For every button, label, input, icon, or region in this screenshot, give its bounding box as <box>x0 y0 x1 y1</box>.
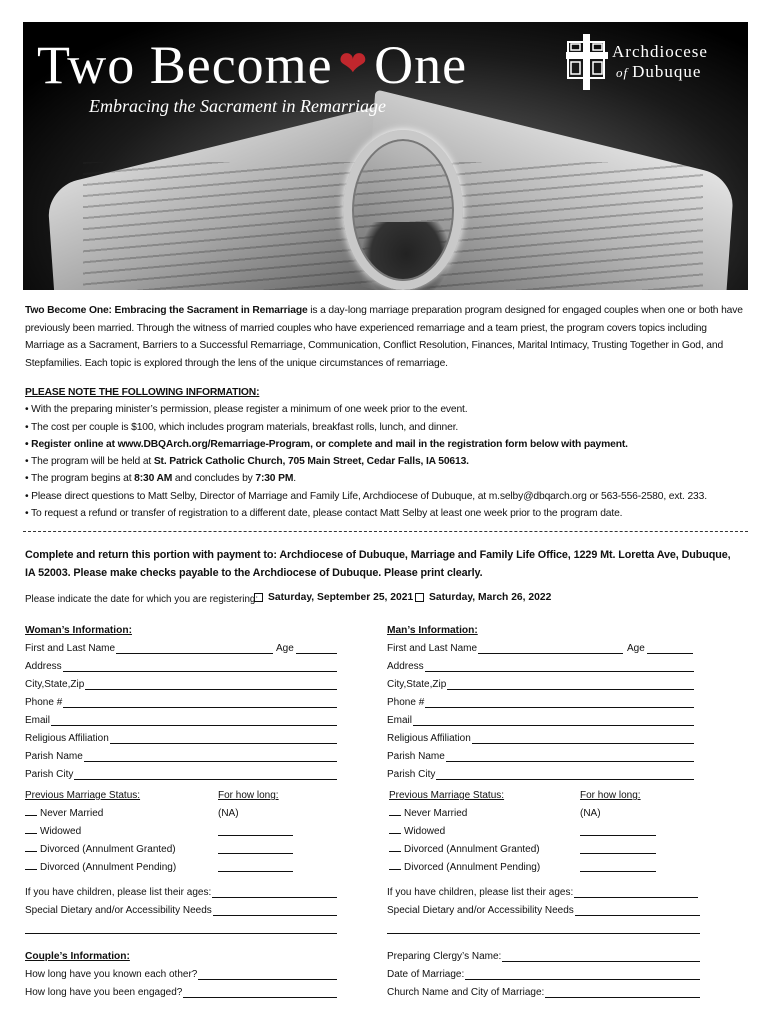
fill-line[interactable] <box>440 689 694 690</box>
woman-email-field[interactable] <box>25 712 337 730</box>
how-long-line[interactable] <box>580 853 656 854</box>
engaged-field[interactable] <box>25 984 337 1002</box>
fill-line[interactable] <box>467 653 623 654</box>
fill-line[interactable] <box>487 961 700 962</box>
field-label: First and Last Name <box>25 643 116 654</box>
status-option[interactable] <box>25 862 176 873</box>
note-text: . <box>293 473 296 485</box>
date-selection <box>25 592 745 610</box>
fill-line[interactable] <box>438 761 694 762</box>
fill-line[interactable] <box>463 743 694 744</box>
note-text: • The program begins at <box>25 473 135 485</box>
fill-line[interactable] <box>387 933 700 934</box>
church-field[interactable] <box>387 984 700 1002</box>
fill-line[interactable] <box>165 997 337 998</box>
couple-heading: Couple’s Information: <box>25 951 130 962</box>
option-label: Never Married <box>40 808 104 819</box>
fill-line[interactable] <box>58 707 337 708</box>
field-label: Address <box>387 661 424 672</box>
man-dietary-field[interactable] <box>387 902 700 920</box>
status-heading: Previous Marriage Status: <box>25 790 141 801</box>
fill-line[interactable] <box>177 979 337 980</box>
option-label: Divorced (Annulment Pending) <box>404 862 541 873</box>
fill-blank[interactable] <box>25 833 37 834</box>
note-item: • The cost per couple is $100, which includes program materials, breakfast rolls, lunch, and dinner. <box>25 421 459 433</box>
na-text: (NA) <box>580 808 601 819</box>
field-label: Phone # <box>25 697 63 708</box>
field-label: Parish Name <box>387 751 445 762</box>
intro-text: is a day-long marriage preparation program designed for engaged couples when one or both have previously been married. Through the witness of married couples who have experienced remarriage and a team priest, the program covers topics including Marriage as a Sacrament, Barriers to a Successful Remarriage, Communication, Conflict Resolution, Finances, Marital Intimacy, Trusting Together in God, and Stepfamilies. Each topic is explored through the lens of the unique circumstances of remarriage. <box>25 305 743 369</box>
woman-children-field[interactable] <box>25 884 337 902</box>
man-info <box>387 622 700 938</box>
status-option[interactable] <box>25 844 176 855</box>
fill-blank[interactable] <box>389 833 401 834</box>
note-item-location <box>25 453 747 470</box>
note-text: • The program will be held at <box>25 456 154 468</box>
note-text: and concludes by <box>172 473 256 485</box>
fill-line[interactable] <box>78 689 337 690</box>
man-city-field[interactable] <box>387 676 700 694</box>
fill-blank[interactable] <box>389 851 401 852</box>
date-option-label: Saturday, September 25, 2021 <box>268 592 414 603</box>
fill-blank[interactable] <box>25 869 37 870</box>
status-option[interactable] <box>389 862 540 873</box>
man-parish-city-field[interactable] <box>387 766 700 784</box>
status-option[interactable] <box>389 808 467 819</box>
status-option[interactable] <box>25 808 103 819</box>
heart-icon: ❤ <box>338 46 369 83</box>
woman-dietary-field[interactable] <box>25 902 337 920</box>
woman-city-field[interactable] <box>25 676 337 694</box>
field-label: How long have you been engaged? <box>25 987 183 998</box>
woman-parish-city-field[interactable] <box>25 766 337 784</box>
field-label: Religious Affiliation <box>387 733 471 744</box>
field-label: Address <box>25 661 62 672</box>
field-label: Parish Name <box>25 751 83 762</box>
fill-line[interactable] <box>455 979 700 980</box>
notes-section <box>25 384 747 522</box>
title-part-2: One <box>374 35 468 95</box>
field-label: How long have you known each other? <box>25 969 198 980</box>
fill-line[interactable] <box>69 779 337 780</box>
option-label: Never Married <box>404 808 468 819</box>
status-heading: Previous Marriage Status: <box>389 790 505 801</box>
field-label: Phone # <box>387 697 425 708</box>
how-long-line[interactable] <box>580 835 656 836</box>
note-item: • With the preparing minister’s permission, please register a minimum of one week prior to the event. <box>25 404 468 416</box>
man-children-field[interactable] <box>387 884 700 902</box>
how-long-heading: For how long: <box>218 790 279 801</box>
option-label: Widowed <box>404 826 446 837</box>
fill-line[interactable] <box>647 653 693 654</box>
how-long-line[interactable] <box>218 871 293 872</box>
fill-blank[interactable] <box>25 815 37 816</box>
man-phone-field[interactable] <box>387 694 700 712</box>
clergy-field[interactable] <box>387 948 700 966</box>
woman-religious-field[interactable] <box>25 730 337 748</box>
banner-subtitle: Embracing the Sacrament in Remarriage <box>89 96 386 116</box>
fill-line[interactable] <box>421 671 694 672</box>
woman-info <box>25 622 337 938</box>
woman-dietary-line2[interactable] <box>25 920 337 938</box>
logo-dubuque: Dubuque <box>632 62 702 81</box>
known-field[interactable] <box>25 966 337 984</box>
man-email-field[interactable] <box>387 712 700 730</box>
fill-line[interactable] <box>50 725 337 726</box>
field-label: Special Dietary and/or Accessibility Needs <box>387 905 574 916</box>
field-label: Parish City <box>387 769 436 780</box>
option-label: Divorced (Annulment Granted) <box>404 844 540 855</box>
checkbox[interactable] <box>254 593 263 602</box>
logo-line-2 <box>616 62 701 82</box>
field-label: City,State,Zip <box>387 679 447 690</box>
notes-heading: PLEASE NOTE THE FOLLOWING INFORMATION: <box>25 387 260 398</box>
field-label: Email <box>387 715 413 726</box>
fill-blank[interactable] <box>389 815 401 816</box>
status-option[interactable] <box>389 844 540 855</box>
fill-line[interactable] <box>101 743 337 744</box>
man-religious-field[interactable] <box>387 730 700 748</box>
fill-line[interactable] <box>412 725 694 726</box>
fill-blank[interactable] <box>25 851 37 852</box>
note-item-register: • Register online at www.DBQArch.org/Remarriage-Program, or complete and mail in the registration form below with payment. <box>25 438 628 450</box>
checkbox[interactable] <box>415 593 424 602</box>
note-bold: 7:30 PM <box>255 473 294 485</box>
fill-line[interactable] <box>431 779 694 780</box>
date-of-marriage-field[interactable] <box>387 966 700 984</box>
how-long-line[interactable] <box>580 871 656 872</box>
na-text: (NA) <box>218 808 239 819</box>
note-item-times <box>25 470 747 487</box>
field-label: Date of Marriage: <box>387 969 465 980</box>
option-label: Divorced (Annulment Granted) <box>40 844 176 855</box>
fill-line[interactable] <box>525 997 700 998</box>
archdiocese-logo <box>566 34 746 94</box>
man-address-field[interactable] <box>387 658 700 676</box>
woman-phone-field[interactable] <box>25 694 337 712</box>
woman-marriage-status <box>25 790 337 880</box>
couple-info <box>25 948 337 1002</box>
date-option-march[interactable] <box>415 592 551 603</box>
man-name-field[interactable] <box>387 640 700 658</box>
note-bold: St. Patrick Catholic Church, 705 Main Street, Cedar Falls, IA 50613. <box>153 456 469 468</box>
note-bold: 8:30 AM <box>134 473 173 485</box>
field-label: Church Name and City of Marriage: <box>387 987 545 998</box>
banner-title <box>37 34 467 104</box>
date-prompt: Please indicate the date for which you are registering: <box>25 594 259 605</box>
cross-seal-icon <box>566 34 608 90</box>
date-option-label: Saturday, March 26, 2022 <box>429 592 552 603</box>
man-marriage-status <box>387 790 700 880</box>
field-label: Preparing Clergy’s Name: <box>387 951 502 962</box>
how-long-heading: For how long: <box>580 790 641 801</box>
man-heading: Man’s Information: <box>387 625 478 636</box>
ring-image <box>343 130 463 290</box>
how-long-line[interactable] <box>218 853 293 854</box>
field-label: Special Dietary and/or Accessibility Needs <box>25 905 212 916</box>
fill-line[interactable] <box>190 897 337 898</box>
field-label: Religious Affiliation <box>25 733 109 744</box>
status-option[interactable] <box>25 826 81 837</box>
field-label: Parish City <box>25 769 74 780</box>
woman-heading: Woman’s Information: <box>25 625 132 636</box>
date-option-sept[interactable] <box>254 592 413 603</box>
cut-line <box>23 531 748 532</box>
woman-address-field[interactable] <box>25 658 337 676</box>
fill-line[interactable] <box>296 653 337 654</box>
fill-line[interactable] <box>420 707 694 708</box>
man-parish-name-field[interactable] <box>387 748 700 766</box>
logo-line-1: Archdiocese <box>612 42 708 61</box>
field-label: If you have children, please list their ages: <box>25 887 212 898</box>
clergy-info <box>387 948 700 1002</box>
option-label: Widowed <box>40 826 82 837</box>
fill-line[interactable] <box>101 653 273 654</box>
status-option[interactable] <box>389 826 445 837</box>
fill-line[interactable] <box>59 671 337 672</box>
field-label: First and Last Name <box>387 643 478 654</box>
man-dietary-line2[interactable] <box>387 920 700 938</box>
return-instructions: Complete and return this portion with payment to: Archdiocese of Dubuque, Marriage and Family Life Office, 1229 Mt. Loretta Ave, Dubuque, IA 52003. Please make checks payable to the Archdiocese of Dubuque. Please print clearly. <box>25 549 731 579</box>
woman-parish-name-field[interactable] <box>25 748 337 766</box>
fill-line[interactable] <box>25 933 337 934</box>
field-label: Email <box>25 715 51 726</box>
option-label: Divorced (Annulment Pending) <box>40 862 177 873</box>
note-item: • Please direct questions to Matt Selby, Director of Marriage and Family Life, Archdiocese of Dubuque, at m.selby@dbqarch.org or 563-556-2580, ext. 233. <box>25 490 707 502</box>
title-part-1: Two Become <box>37 35 333 95</box>
field-label: Age <box>627 640 646 658</box>
fill-line[interactable] <box>76 761 337 762</box>
logo-of: of <box>616 65 629 80</box>
intro-lead: Two Become One: Embracing the Sacrament in Remarriage <box>25 305 308 316</box>
field-label: Age <box>276 640 295 658</box>
field-label: City,State,Zip <box>25 679 85 690</box>
how-long-line[interactable] <box>218 835 293 836</box>
note-item: • To request a refund or transfer of registration to a different date, please contact Matt Selby at least one week prior to the program date. <box>25 508 623 520</box>
field-label: If you have children, please list their ages: <box>387 887 574 898</box>
woman-name-field[interactable] <box>25 640 337 658</box>
header-banner <box>23 22 748 290</box>
fill-blank[interactable] <box>389 869 401 870</box>
intro-paragraph <box>25 302 747 372</box>
